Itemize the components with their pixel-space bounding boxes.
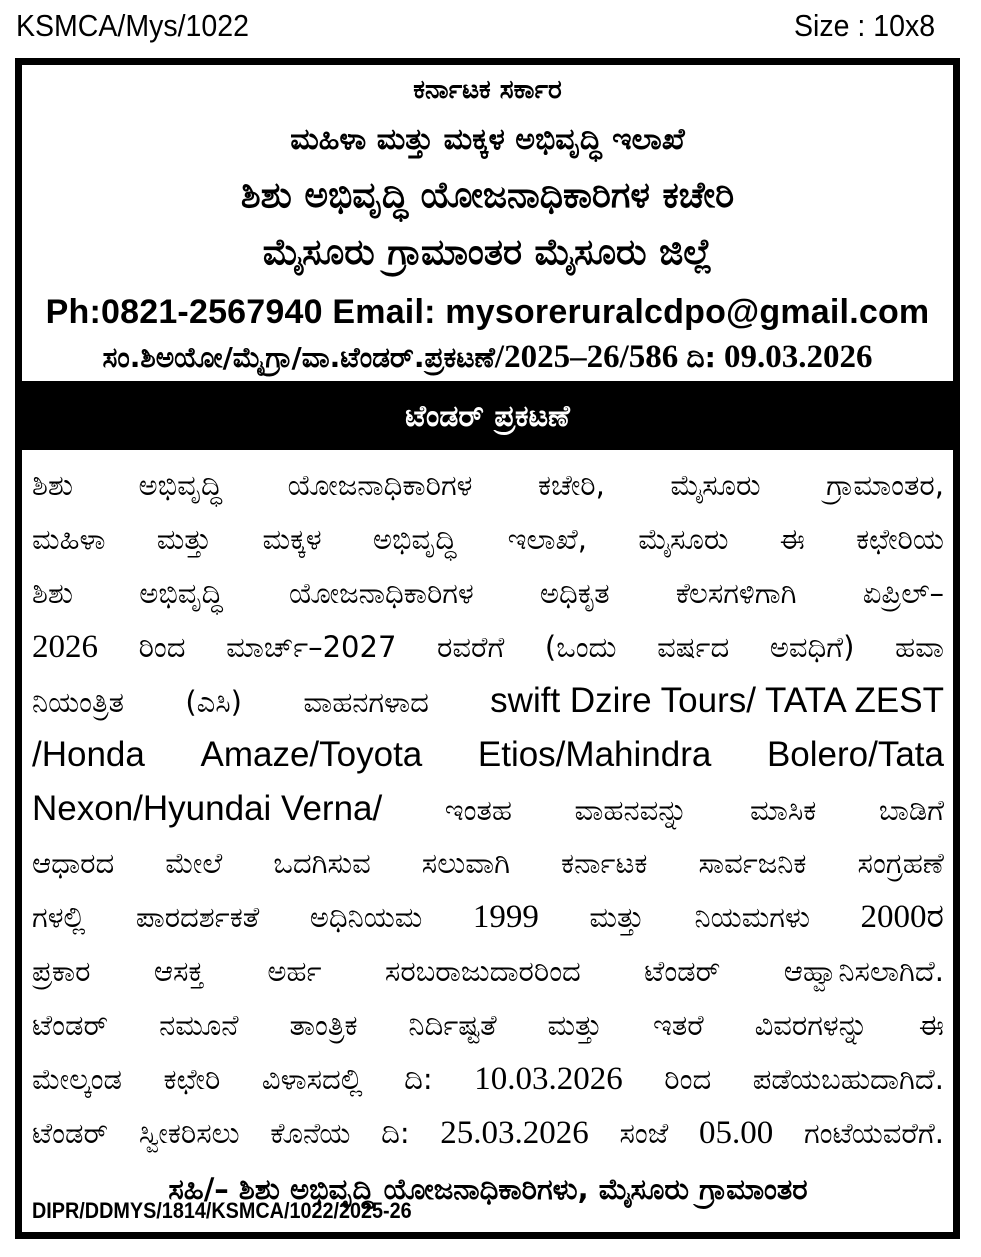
body-word: swift Dzire Tours/ TATA ZEST: [490, 681, 944, 720]
body-word: ಈ: [918, 1008, 944, 1042]
body-word: 25.03.2026: [440, 1115, 589, 1151]
body-word: ಮೇಲ್ಕಂಡ: [32, 1062, 122, 1096]
body-word: ರಿಂದ: [138, 630, 186, 664]
body-word: ಟೆಂಡರ್: [32, 1116, 109, 1150]
body-word: ಆಧಾರದ: [32, 846, 115, 880]
body-word: 1999: [472, 899, 539, 935]
body-line: [32, 890, 944, 944]
body-word: ಮೈಸೂರು: [670, 468, 761, 502]
body-word: ಅಧಿನಿಯಮ: [309, 900, 423, 934]
body-word: ಅವಧಿಗೆ): [769, 630, 855, 664]
body-word: ವಿವರಗಳನ್ನು: [754, 1008, 868, 1042]
body-word: ರಿಂದ: [664, 1062, 712, 1096]
body-line: [32, 1052, 944, 1106]
body-word: ಇಲಾಖೆ,: [507, 522, 588, 556]
body-word: ನಿಯಂತ್ರಿತ: [32, 685, 124, 719]
body-word: ಮೈಸೂರು: [638, 522, 729, 556]
body-word: ಯೋಜನಾಧಿಕಾರಿಗಳ: [288, 576, 474, 610]
body-word: ಶಿಶು: [32, 576, 74, 610]
body-word: ಇಂತಹ: [444, 793, 512, 827]
notice-header: [22, 65, 953, 383]
body-word: ರವರೆಗೆ: [437, 630, 505, 664]
body-word: ಮತ್ತು: [547, 1008, 603, 1042]
body-word: 05.00: [699, 1115, 774, 1151]
body-word: ಕಚೇರಿ,: [537, 468, 605, 502]
body-word: ಅರ್ಹ: [267, 954, 322, 988]
body-line: [32, 728, 944, 782]
body-line: [32, 998, 944, 1052]
body-word: ಮತ್ತು: [589, 900, 645, 934]
body-line: [32, 782, 944, 836]
signature-line: ಸಹಿ/– ಶಿಶು ಅಭಿವೃದ್ಧಿ ಯೋಜನಾಧಿಕಾರಿಗಳು, ಮೈಸೂರು ಗ್ರಾಮಾಂತರ: [168, 1172, 808, 1206]
body-word: ಅಭಿವೃದ್ಧಿ: [138, 468, 223, 502]
body-word: 2000ರ: [860, 899, 944, 935]
body-word: ಪಾರದರ್ಶಕತೆ: [135, 900, 260, 934]
body-word: ಸಂಗ್ರಹಣೆ: [857, 846, 944, 880]
reference-line: [28, 339, 947, 376]
body-word: /Honda: [32, 735, 145, 774]
body-word: ಮೇಲೆ: [165, 846, 223, 880]
body-word: ನಮೂನೆ: [159, 1008, 239, 1042]
body-word: ವರ್ಷದ: [657, 630, 730, 664]
notice-body: [22, 450, 953, 1232]
body-word: ಕರ್ನಾಟಕ: [561, 846, 648, 880]
body-line: [32, 512, 944, 566]
body-word: ಗಳಲ್ಲಿ: [32, 900, 86, 934]
body-word: 2026: [32, 629, 98, 665]
body-word: ವಾಹನಗಳಾದ: [303, 685, 429, 719]
phone-label: Ph:: [45, 293, 101, 331]
body-word: ಅಧಿಕೃತ: [539, 576, 610, 610]
body-word: ಮಾರ್ಚ್–2027: [226, 630, 397, 664]
location-title: ಮೈಸೂರು ಗ್ರಾಮಾಂತರ ಮೈಸೂರು ಜಿಲ್ಲೆ: [262, 232, 713, 273]
body-word: (ಎಸಿ): [185, 685, 242, 719]
date-label: ದಿ:: [686, 341, 716, 374]
body-line: [32, 836, 944, 890]
body-word: ನಿರ್ದಿಷ್ಟತೆ: [408, 1008, 497, 1042]
dipr-code: DIPR/DDMYS/1814/KSMCA/1022/2025-26: [32, 1198, 412, 1223]
body-word: ಆಹ್ವಾನಿಸಲಾಗಿದೆ.: [783, 954, 944, 988]
phone-number: 0821-2567940: [101, 293, 323, 331]
notice-frame: [15, 58, 960, 1239]
body-line: [32, 566, 944, 620]
body-word: ಹವಾ: [894, 630, 944, 664]
body-word: (ಒಂದು: [544, 630, 617, 664]
body-word: ದಿ:: [381, 1116, 410, 1150]
tender-notice-banner: [22, 388, 953, 448]
body-word: ಸಾರ್ವಜನಿಕ: [698, 846, 807, 880]
top-line: [16, 4, 936, 48]
contact-line: [22, 293, 953, 332]
body-word: ನಿಯಮಗಳು: [694, 900, 810, 934]
body-word: ಗಂಟೆಯವರೆಗೆ.: [803, 1116, 944, 1150]
ad-size: Size : 10x8: [793, 8, 936, 43]
body-word: ಮತ್ತು: [156, 522, 212, 556]
office-title: ಶಿಶು ಅಭಿವೃದ್ಧಿ ಯೋಜನಾಧಿಕಾರಿಗಳ ಕಚೇರಿ: [240, 175, 735, 216]
body-word: ವಾಹನವನ್ನು: [574, 793, 688, 827]
body-word: ಕಛೇರಿಯ: [856, 522, 944, 556]
body-line: [32, 458, 944, 512]
body-word: ಅಭಿವೃದ್ಧಿ: [139, 576, 223, 610]
body-word: ಇತರೆ: [652, 1008, 704, 1042]
body-word: ಗ್ರಾಮಾಂತರ,: [826, 468, 944, 502]
body-word: ಏಪ್ರಿಲ್–: [862, 576, 944, 610]
body-word: ಅಭಿವೃದ್ಧಿ: [372, 522, 457, 556]
body-line: [32, 620, 944, 674]
body-word: Bolero/Tata: [766, 735, 944, 774]
body-word: ಸ್ವೀಕರಿಸಲು: [138, 1116, 240, 1150]
body-word: ಯೋಜನಾಧಿಕಾರಿಗಳ: [287, 468, 473, 502]
body-word: ವಿಳಾಸದಲ್ಲಿ: [261, 1062, 363, 1096]
body-word: ಟೆಂಡರ್: [644, 954, 721, 988]
body-word: ಮಾಸಿಕ: [750, 793, 817, 827]
body-word: ಈ: [779, 522, 805, 556]
body-word: Nexon/Hyundai Verna/: [32, 789, 383, 828]
email-address: mysoreruralcdpo@gmail.com: [445, 293, 930, 331]
body-word: Etios/Mahindra: [477, 735, 712, 774]
body-word: ಮಹಿಳಾ: [32, 522, 106, 556]
body-word: ಆಸಕ್ತ: [153, 954, 204, 988]
body-word: ಕಛೇರಿ: [163, 1062, 221, 1096]
reference-prefix: ಸಂ.ಶಿಅಯೋ/ಮೈಗ್ರಾ/ವಾ.ಟೆಂಡರ್.ಪ್ರಕಟಣೆ: [102, 341, 495, 374]
body-word: ಬಾಡಿಗೆ: [878, 793, 944, 827]
body-word: ತಾಂತ್ರಿಕ: [289, 1008, 358, 1042]
body-word: ಪಡೆಯಬಹುದಾಗಿದೆ.: [752, 1062, 944, 1096]
body-word: ಸಂಜೆ: [619, 1116, 669, 1150]
reference-date: 09.03.2026: [724, 339, 873, 375]
body-word: ಶಿಶು: [32, 468, 74, 502]
body-word: ಸರಬರಾಜುದಾರರಿಂದ: [384, 954, 581, 988]
body-text: [32, 458, 944, 1160]
body-word: ಪ್ರಕಾರ: [32, 954, 91, 988]
body-word: ಕೆಲಸಗಳಿಗಾಗಿ: [675, 576, 797, 610]
body-word: ದಿ:: [404, 1062, 433, 1096]
body-word: ಟೆಂಡರ್: [32, 1008, 109, 1042]
government-title: ಕರ್ನಾಟಕ ಸರ್ಕಾರ: [413, 75, 562, 105]
body-word: ಕೊನೆಯ: [270, 1116, 351, 1150]
body-word: ಒದಗಿಸುವ: [273, 846, 371, 880]
reference-number: /2025–26/586: [494, 339, 679, 375]
body-line: [32, 1106, 944, 1160]
body-line: [32, 944, 944, 998]
body-line: [32, 674, 944, 728]
email-label: Email:: [332, 293, 436, 331]
body-word: ಮಕ್ಕಳ: [262, 522, 322, 556]
body-word: ಸಲುವಾಗಿ: [421, 846, 510, 880]
body-word: 10.03.2026: [474, 1061, 623, 1097]
body-word: Amaze/Toyota: [200, 735, 423, 774]
banner-title: ಟೆಂಡರ್ ಪ್ರಕಟಣೆ: [405, 399, 570, 434]
department-title: ಮಹಿಳಾ ಮತ್ತು ಮಕ್ಕಳ ಅಭಿವೃದ್ಧಿ ಇಲಾಖೆ: [290, 122, 685, 157]
ad-reference-code: KSMCA/Mys/1022: [16, 8, 250, 43]
